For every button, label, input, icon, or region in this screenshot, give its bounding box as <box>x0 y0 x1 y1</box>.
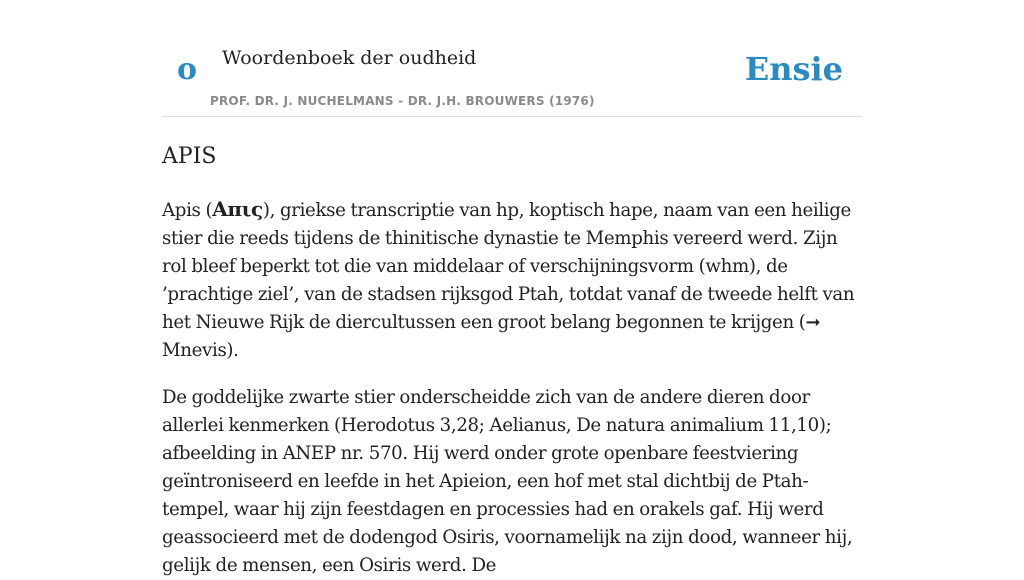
article-paragraph-1 <box>162 195 862 365</box>
cross-reference-link[interactable]: Mnevis). <box>162 340 239 361</box>
letter-index-link[interactable]: o <box>177 52 198 87</box>
article-paragraph-2: De goddelijke zwarte stier onderscheidde zich van de andere dieren door allerlei kenmerken (Herodotus 3,28; Aelianus, De natura animalium 11,10); afbeelding in ANEP nr. 570. Hij werd onder grote openbare feestviering geïntroniseerd en leefde in het Apieion, een hof met stal dichtbij de Ptah-tempel, waar hij zijn feestdagen en processies had en orakels gaf. Hij werd geassocieerd met de dodengod Osiris, voornamelijk na zijn dood, wanneer hij, gelijk de mensen, een Osiris werd. De <box>162 387 853 576</box>
paragraph-text: Apis ( <box>162 200 213 221</box>
article-page <box>162 0 862 580</box>
dictionary-header <box>162 0 862 117</box>
paragraph-text: ), griekse transcriptie van hp, koptisch hape, naam van een heilige stier die reeds tijdens de thinitische dynastie te Memphis vereerd werd. Zijn rol bleef beperkt tot die van middelaar of verschijningsvorm (whm), de ’prachtige ziel’, van de stadsen rijksgod Ptah, totdat vanaf de tweede helft van het Nieuwe Rijk de diercultussen een groot belang begonnen te krijgen ( <box>162 200 855 333</box>
ensie-logo-link[interactable]: Ensie <box>744 50 843 88</box>
cross-reference-arrow-icon[interactable]: ➞ <box>805 312 821 333</box>
greek-term: Aπις <box>212 197 263 221</box>
dictionary-title-link[interactable]: Woordenboek der oudheid <box>222 47 477 69</box>
dictionary-authors: PROF. DR. J. NUCHELMANS - DR. J.H. BROUWERS (1976) <box>210 94 595 108</box>
article-headword: APIS <box>162 144 217 169</box>
